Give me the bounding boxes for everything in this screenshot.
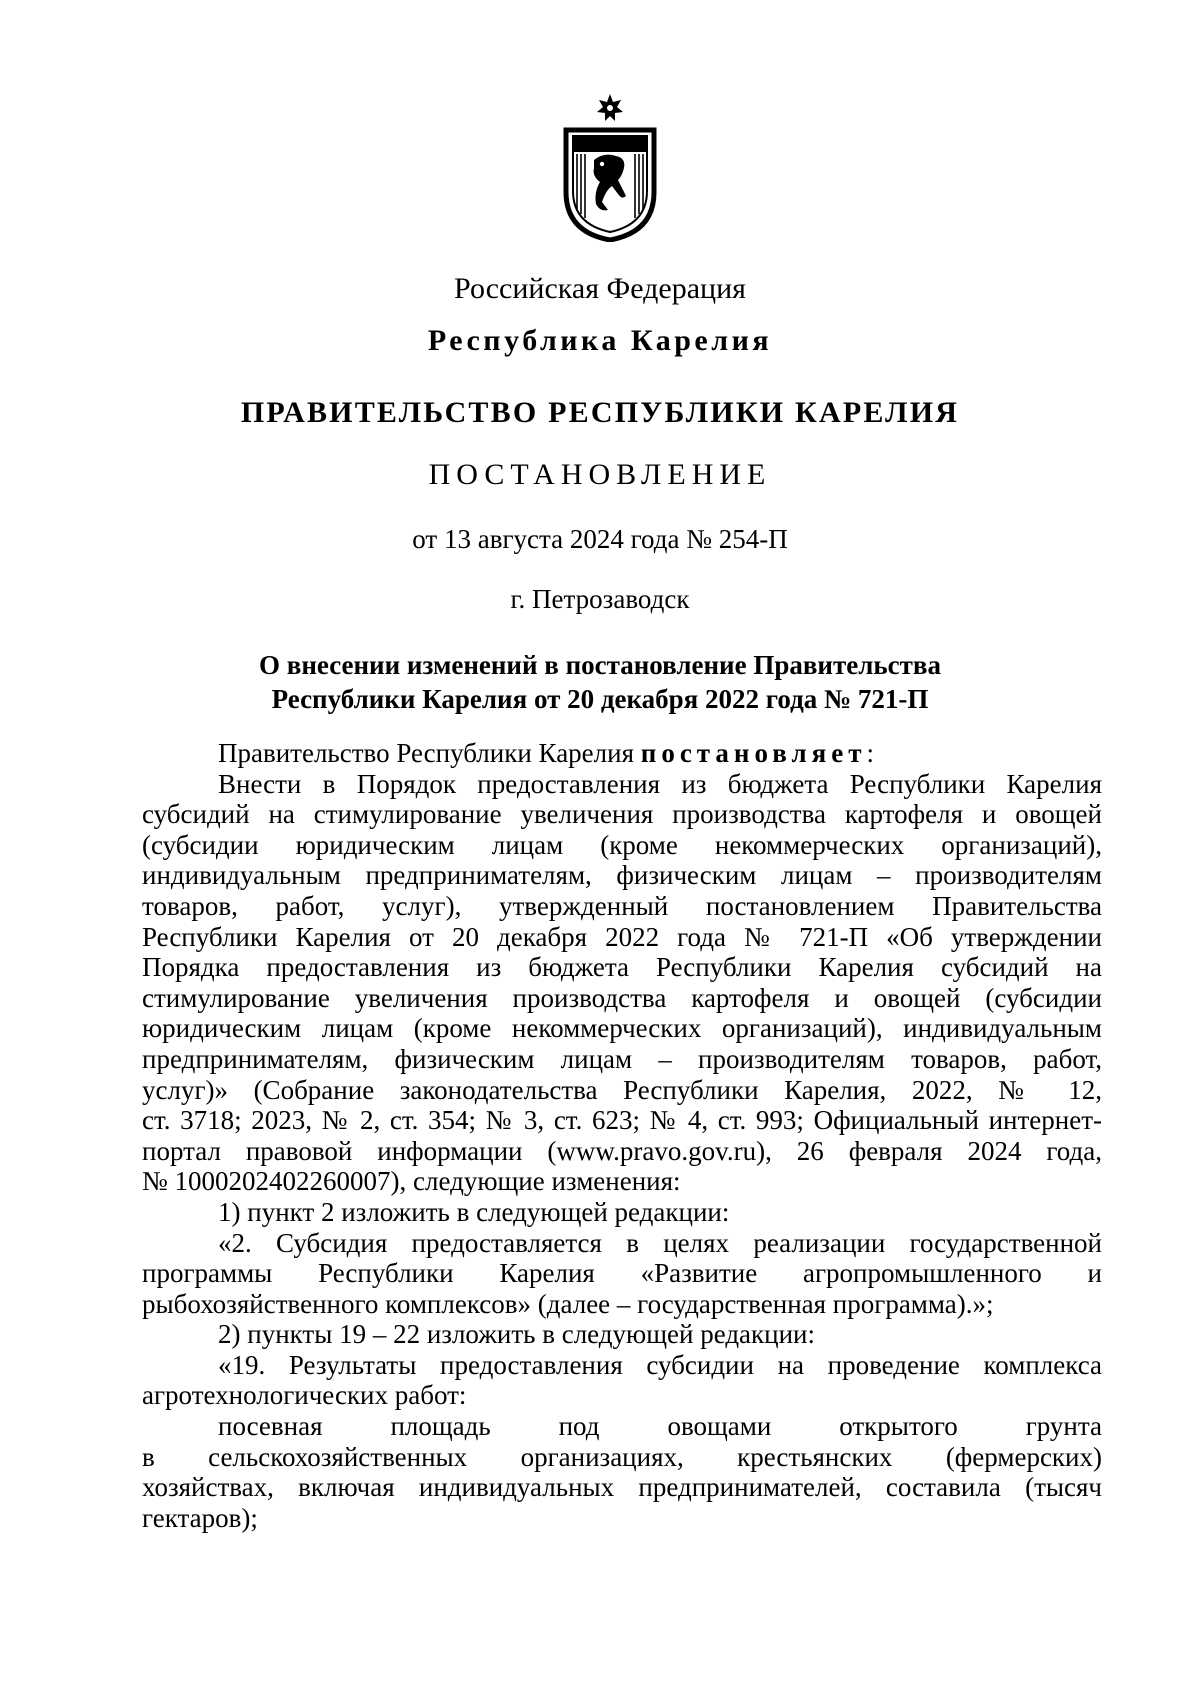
decree-type: ПОСТАНОВЛЕНИЕ xyxy=(428,458,772,491)
body-line: посевная площадь под овощами открытого грунта xyxy=(218,1411,1102,1442)
body-line: стимулирование увеличения производства картофеля и овощей (субсидии xyxy=(142,982,1102,1013)
body-line: товаров, работ, услуг), утвержденный постановлением Правительства xyxy=(142,890,1102,921)
body-line: в сельскохозяйственных организациях, крестьянских (фермерских) xyxy=(142,1441,1102,1472)
decree-title-line: О внесении изменений в постановление Правительства xyxy=(259,650,941,680)
body-line: агротехнологических работ: xyxy=(142,1380,467,1411)
intro-prefix: Правительство Республики Карелия xyxy=(218,738,641,768)
body-line: Порядка предоставления из бюджета Республики Карелия субсидий на xyxy=(142,952,1102,983)
body-line: юридическим лицам (кроме некоммерческих организаций), индивидуальным xyxy=(142,1013,1102,1044)
body-line: ст. 3718; 2023, № 2, ст. 354; № 3, ст. 623; № 4, ст. 993; Официальный интернет- xyxy=(142,1105,1102,1136)
body-line: услуг)» (Собрание законодательства Республики Карелия, 2022, № 12, xyxy=(142,1074,1102,1105)
decree-date-number: от 13 августа 2024 года № 254-П xyxy=(412,524,788,554)
body-line: Внести в Порядок предоставления из бюджета Республики Карелия xyxy=(218,768,1102,799)
intro-suffix: : xyxy=(866,738,875,768)
body-line: 1) пункт 2 изложить в следующей редакции: xyxy=(218,1196,730,1227)
body-line: программы Республики Карелия «Развитие агропромышленного и xyxy=(142,1258,1102,1289)
body-line: (субсидии юридическим лицам (кроме некоммерческих организаций), xyxy=(142,829,1102,860)
body-line: портал правовой информации (www.pravo.gov.ru), 26 февраля 2024 года, xyxy=(142,1135,1102,1166)
decree-body xyxy=(142,738,1102,1533)
decree-city: г. Петрозаводск xyxy=(510,584,690,614)
republic-name: Республика Карелия xyxy=(427,324,773,357)
intro-paragraph xyxy=(142,738,1102,769)
body-line: 2) пункты 19 – 22 изложить в следующей редакции: xyxy=(218,1319,816,1350)
body-line: рыбохозяйственного комплексов» (далее – государственная программа).»; xyxy=(142,1288,994,1319)
body-line: индивидуальным предпринимателям, физическим лицам – производителям xyxy=(142,860,1102,891)
body-line: предпринимателям, физическим лицам – производителям товаров, работ, xyxy=(142,1043,1102,1074)
body-line: гектаров); xyxy=(142,1502,258,1533)
karelia-coat-of-arms-icon xyxy=(560,92,660,242)
intro-verb: постановляет xyxy=(640,738,867,768)
body-line: субсидий на стимулирование увеличения производства картофеля и овощей xyxy=(142,799,1102,830)
decree-title-line: Республики Карелия от 20 декабря 2022 года № 721-П xyxy=(271,684,929,714)
decree-title xyxy=(0,648,1200,716)
body-line: № 1000202402260007), следующие изменения: xyxy=(142,1166,681,1197)
body-line: «19. Результаты предоставления субсидии на проведение комплекса xyxy=(218,1349,1102,1380)
body-line: «2. Субсидия предоставляется в целях реализации государственной xyxy=(218,1227,1102,1258)
body-line: Республики Карелия от 20 декабря 2022 года № 721-П «Об утверждении xyxy=(142,921,1102,952)
government-name: ПРАВИТЕЛЬСТВО РЕСПУБЛИКИ КАРЕЛИЯ xyxy=(240,396,960,429)
body-line: хозяйствах, включая индивидуальных предпринимателей, составила (тысяч xyxy=(142,1472,1102,1503)
federation-name: Российская Федерация xyxy=(454,272,746,305)
